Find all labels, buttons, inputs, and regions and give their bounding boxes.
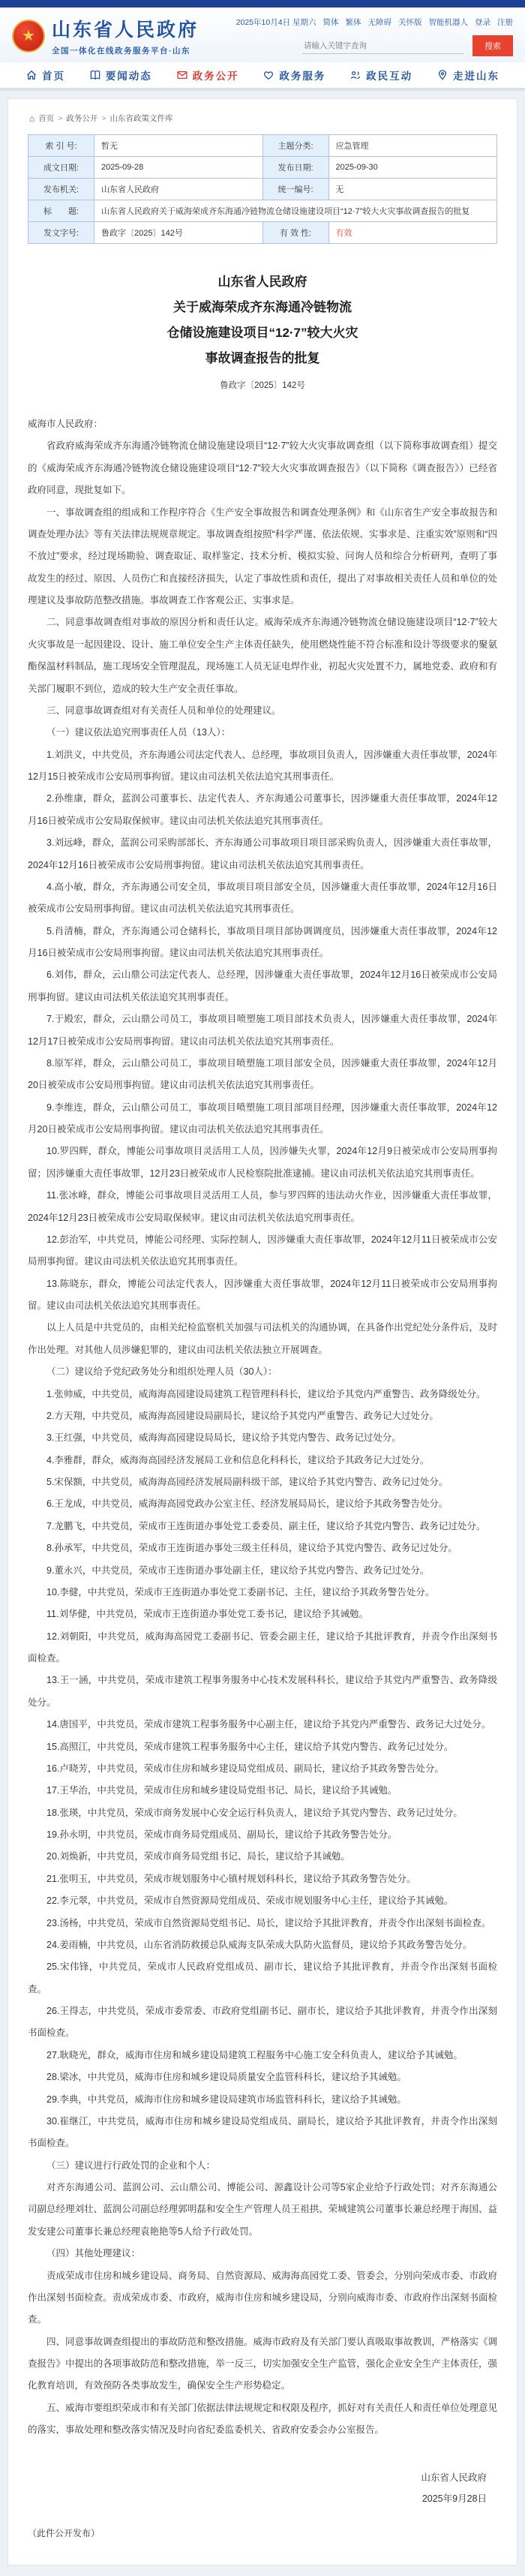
document-paragraph: 3.刘远峰，群众，蓝润公司采购部部长、齐东海通公司事故项目项目部采购负责人，因涉嫌重大责任事故罪，2024年12月16日被荣成市公安局刑事拘留。建议由司法机关依法追究其刑事责任。 — [28, 837, 497, 870]
document-paragraph: 1.张帅威，中共党员，威海海高园建设局建筑工程管理科科长，建议给予其党内严重警告、政务降级处分。 — [46, 1388, 486, 1399]
document-title-line: 山东省人民政府 — [218, 275, 308, 289]
meta-value: 2025-09-30 — [328, 157, 497, 179]
nav-label: 政务公开 — [192, 71, 239, 82]
nav-label: 政民互动 — [366, 71, 413, 82]
document-meta-table — [28, 134, 497, 244]
document-paragraph: 责成荣成市住房和城乡建设局、商务局、自然资源局、威海海高园党工委、管委会，分别向荣成市委、市政府作出深刻书面检查。责成荣成市委、市政府，威海市住房和城乡建设局，分别向威海市委、市政府作出深刻书面检查。 — [28, 2270, 497, 2325]
document-paragraph: 三、同意事故调查组对有关责任人员和单位的处理建议。 — [46, 705, 281, 716]
main-nav — [0, 62, 525, 91]
document-paragraph: 26.王得志，中共党员，荣成市委常委、市政府党组副书记、副市长，建议给予其批评教育，并责令作出深刻书面检查。 — [28, 2006, 497, 2039]
site-header — [0, 8, 525, 62]
emblem-star-glyph: ★ — [22, 27, 35, 44]
meta-value: 鲁政字〔2025〕142号 — [94, 222, 263, 244]
meta-label: 主题分类: — [262, 135, 328, 157]
document-salutation: 威海市人民政府： — [28, 419, 104, 429]
meta-label: 索 引 号: — [28, 135, 94, 157]
document-paragraph: 15.高照江，中共党员，荣成市建筑工程事务服务中心主任，建议给予其党内警告、政务记过处分。 — [46, 1741, 454, 1752]
document-paragraph: 一、事故调查组的组成和工作程序符合《生产安全事故报告和调查处理条例》和《山东省生产安全事故报告和调查处理办法》等有关法律法规规章规定。事故调查组按照“科学严谨、依法依规、实事求是、注重实效”原则和“四不放过”要求，经过现场勘验、调查取证、取样鉴定、技术分析、模拟实验、问询人员和综合分析研判，查明了事故发生的经过、原因、人员伤亡和直接经济损失，认定了事故性质和责任，提出了对事故相关责任人员和单位的处理建议及事故防范整改措施。事故调查工作客观公正、实事求是。 — [28, 506, 497, 606]
document-paragraph: 7.龙鹏飞，中共党员，荣成市王连街道办事处党工委委员、副主任，建议给予其党内警告、政务记过处分。 — [46, 1520, 486, 1531]
document-paragraph: 22.李元翠，中共党员，荣成市自然资源局党组成员、荣成市规划服务中心主任，建议给予其诫勉。 — [46, 1895, 454, 1907]
heart-icon — [262, 69, 274, 81]
signature-org: 山东省人民政府 — [421, 2472, 487, 2483]
meta-label: 发布日期: — [262, 157, 328, 179]
document-paragraph: 25.宋伟锋，中共党员，荣成市人民政府党组成员、副市长，建议给予其批评教育，并责令作出深刻书面检查。 — [28, 1961, 497, 1994]
document-paragraph: 24.姜雨楠，中共党员，山东省消防救援总队威海支队荣成大队防火监督员，建议给予其政务警告处分。 — [46, 1939, 472, 1950]
document-paragraph: 19.孙永明，中共党员，荣成市商务局党组成员、副局长，建议给予其政务警告处分。 — [46, 1829, 398, 1840]
link-traditional[interactable]: 繁体 — [345, 18, 362, 27]
document-paragraph: 8.原军祥，群众，云山鼎公司员工，事故项目喷塑施工项目部安全员，因涉嫌重大责任事故罪，2024年12月20日被荣成市公安局刑事拘留。建议由司法机关依法追究其刑事责任。 — [28, 1057, 497, 1091]
validity-status: 有效 — [328, 222, 497, 244]
breadcrumb-home-icon: ⌂ — [29, 113, 35, 124]
meta-label: 标 题: — [28, 200, 94, 222]
link-register[interactable]: 注册 — [497, 18, 513, 27]
document-title-line: 仓储设施建设项目“12·7”较大火灾 — [166, 326, 358, 340]
meta-label: 统一编号: — [262, 179, 328, 200]
mail-icon — [176, 69, 188, 81]
meta-value: 山东省人民政府 — [94, 179, 263, 200]
document-paragraph: 9.李维连，群众，云山鼎公司员工，事故项目喷塑施工项目部项目经理，因涉嫌重大责任事故罪，2024年12月20日被荣成市公安局刑事拘留。建议由司法机关依法追究其刑事责任。 — [28, 1102, 497, 1135]
people-icon — [350, 69, 362, 81]
document-signature — [28, 2467, 497, 2511]
document-paragraph: 6.刘伟，群众，云山鼎公司法定代表人、总经理，因涉嫌重大责任事故罪，2024年12月16日被荣成市公安局刑事拘留。建议由司法机关依法追究其刑事责任。 — [28, 969, 497, 1002]
document-paragraph: （二）建议给予党纪政务处分和组织处理人员（30人）： — [46, 1366, 278, 1378]
document-paragraph: 5.肖清楠，群众，齐东海通公司仓储科长，事故项目项目部协调调度员，因涉嫌重大责任事故罪，2024年12月16日被荣成市公安局刑事拘留。建议由司法机关依法追究其刑事责任。 — [28, 925, 497, 958]
breadcrumb-item-home[interactable]: 首页 — [38, 114, 55, 123]
top-strip — [0, 0, 525, 8]
document-paragraph: （三）建议进行行政处罚的企业和个人： — [46, 2160, 216, 2171]
document-paragraph: 5.宋保额，中共党员，威海海高园经济发展局副科级干部，建议给予其党内警告、政务记过处分。 — [46, 1477, 448, 1487]
nav-label: 要闻动态 — [105, 71, 152, 82]
document-paragraph: 23.汤杨，中共党员，荣成市自然资源局党组书记、局长，建议给予其批评教育，并责令作出深刻书面检查。 — [46, 1917, 491, 1928]
document-paragraph: 8.孙承军，中共党员，荣成市王连街道办事处三级主任科员，建议给予其党内警告、政务记过处分。 — [46, 1543, 458, 1554]
nav-item-news[interactable] — [89, 68, 152, 83]
document-paragraphs — [28, 435, 497, 2441]
document-paragraph: 四、同意事故调查组提出的事故防范和整改措施。威海市政府及有关部门要认真吸取事故教训，严格落实《调查报告》中提出的各项事故防范和整改措施，举一反三，切实加强安全生产监管，强化企业安全生产主体责任，强化教育培训，有效预防各类事故发生，确保安全生产形势稳定。 — [28, 2336, 497, 2391]
meta-value: 暂无 — [94, 135, 263, 157]
link-simplified[interactable]: 简体 — [322, 18, 339, 27]
document-paragraph: 13.王一涵，中共党员，荣成市建筑工程事务服务中心技术发展科科长，建议给予其党内严重警告、政务降级处分。 — [28, 1675, 497, 1708]
document-paragraph: 1.刘洪义，中共党员，齐东海通公司法定代表人、总经理，事故项目负责人，因涉嫌重大责任事故罪，2024年12月15日被荣成市公安局刑事拘留。建议由司法机关依法追究其刑事责任。 — [28, 749, 497, 782]
map-pin-icon — [436, 69, 448, 81]
link-accessibility[interactable]: 无障碍 — [368, 18, 392, 27]
search-input[interactable] — [302, 38, 464, 54]
nav-item-home[interactable] — [26, 68, 65, 83]
meta-value: 无 — [328, 179, 497, 200]
document-paragraph: 17.王华治，中共党员，荣成市住房和城乡建设局党组书记、局长，建议给予其诫勉。 — [46, 1785, 398, 1796]
document-paragraph: 10.罗四辉，群众，博能公司事故项目灵活用工人员，因涉嫌失火罪，2024年12月9日被荣成市公安局刑事拘留；因涉嫌重大责任事故罪，12月23日被荣成市人民检察院批准逮捕。建议由司法机关依法追究其刑事责任。 — [28, 1146, 497, 1179]
nav-item-interaction[interactable] — [350, 68, 412, 83]
nav-item-about-shandong[interactable] — [436, 68, 500, 83]
document-paragraph: 7.于殿宏，群众，云山鼎公司员工，事故项目喷塑施工项目部技术负责人，因涉嫌重大责任事故罪，2024年12月17日被荣成市公安局刑事拘留。建议由司法机关依法追究其刑事责任。 — [28, 1014, 497, 1047]
document-paragraph: 13.陈晓东，群众，博能公司法定代表人，因涉嫌重大责任事故罪，2024年12月11日被荣成市公安局刑事拘留。建议由司法机关依法追究其刑事责任。 — [28, 1278, 497, 1311]
breadcrumb-separator: > — [101, 113, 106, 123]
document-paragraph: 20.刘焕新，中共党员，荣成市商务局党组书记、局长，建议给予其诫勉。 — [46, 1851, 350, 1862]
meta-value: 应急管理 — [328, 135, 497, 157]
document-paragraph: 4.高小敏，群众，齐东海通公司安全员，事故项目项目部安全员，因涉嫌重大责任事故罪，2024年12月16日被荣成市公安局刑事拘留。建议由司法机关依法追究其刑事责任。 — [28, 881, 497, 915]
document-paragraph: 6.王龙成，中共党员，威海海高园党政办公室主任、经济发展局局长，建议给予其政务警告处分。 — [46, 1498, 448, 1510]
nav-item-gov-info[interactable] — [176, 68, 239, 83]
document-paragraph: 12.刘朝阳，中共党员，威海海高园党工委副书记、管委会副主任，建议给予其批评教育，并责令作出深刻书面检查。 — [28, 1631, 497, 1664]
content-card — [8, 98, 518, 2565]
document-paragraph: 29.李典，中共党员，威海市住房和城乡建设局建筑市场监管科科长，建议给予其诫勉。 — [46, 2094, 406, 2105]
document-paragraph: 4.李雅群，群众，威海海高园经济发展局工业和信息化科科长，建议给予其政务记大过处分。 — [46, 1454, 430, 1465]
document-paragraph: 以上人员是中共党员的，由相关纪检监察机关加强与司法机关的沟通协调，在具备作出党纪处分条件后，及时作出处理。对其他人员涉嫌犯罪的，建议由司法机关依法独立开展调查。 — [28, 1322, 497, 1355]
search-button[interactable]: 搜索 — [472, 35, 513, 56]
link-login[interactable]: 登录 — [475, 18, 490, 27]
document-paragraph: 30.崔继江，中共党员，威海市住房和城乡建设局党组成员、副局长，建议给予其批评教育，并责令作出深刻书面检查。 — [28, 2115, 497, 2149]
document-title-line: 关于威海荣成齐东海通冷链物流 — [173, 300, 352, 314]
header-utility-links — [236, 17, 513, 28]
link-robot[interactable]: 智能机器人 — [428, 18, 468, 27]
document-paragraph: 18.张瑛，中共党员，荣成市商务发展中心安全运行科负责人，建议给予其党内警告、政务记过处分。 — [46, 1807, 463, 1818]
document-paragraph: （四）其他处理建议： — [46, 2248, 141, 2259]
document-paragraph: 五、威海市要组织荣成市和有关部门依据法律法规规定和权限及程序，抓好对有关责任人和责任单位处理意见的落实，事故处理和整改落实情况及时向省纪委监委机关、省政府安委会办公室报告。 — [28, 2402, 497, 2436]
meta-label: 发布机关: — [28, 179, 94, 200]
document-paragraph: 16.卢晓芳，中共党员，荣成市住房和城乡建设局党组成员、副局长，建议给予其政务警告处分。 — [46, 1763, 444, 1774]
page-body — [0, 91, 525, 2576]
document-paragraph: 3.王红强，中共党员，威海海高园建设局局长，建议给予其党内警告、政务记过处分。 — [46, 1432, 401, 1444]
document-title-line: 事故调查报告的批复 — [205, 351, 320, 365]
document-paragraph: 21.张明玉，中共党员，荣成市规划服务中心镇村规划科科长，建议给予其政务警告处分。 — [46, 1873, 416, 1884]
document-paragraph: 2.方天翔，中共党员，威海海高园建设局副局长，建议给予其党内严重警告、政务记大过处分。 — [46, 1410, 439, 1421]
site-title: 山东省人民政府 — [52, 20, 200, 41]
breadcrumb-item-gov-info[interactable]: 政务公开 — [66, 114, 98, 123]
table-row — [28, 135, 497, 157]
breadcrumb — [29, 113, 497, 124]
document-body — [28, 413, 497, 2442]
document-title — [28, 269, 497, 371]
table-row — [28, 200, 497, 222]
document-paragraph: 对齐东海通公司、蓝润公司、云山鼎公司、博能公司、源鑫设计公司等5家企业给予行政处罚；对齐东海通公司副总经理刘壮、蓝润公司副总经理郭明磊和安全生产管理人员王祖拱、荣城建筑公司董事长兼总经理于海国、益发安建公司董事长兼总经理袁艳艳等5人给予行政处罚。 — [28, 2182, 497, 2237]
document-paragraph: 27.耿晓光，群众，威海市住房和城乡建设局建筑工程服务中心施工安全科负责人，建议给予其诫勉。 — [46, 2049, 463, 2060]
document-number: 鲁政字〔2025〕142号 — [220, 381, 305, 390]
document-paragraph: 2.孙维康，群众，蓝润公司董事长、法定代表人、齐东海通公司董事长，因涉嫌重大责任事故罪，2024年12月16日被荣成市公安局取保候审。建议由司法机关依法追究其刑事责任。 — [28, 793, 497, 826]
meta-label: 成文日期: — [28, 157, 94, 179]
meta-label: 发文字号: — [28, 222, 94, 244]
meta-label: 有 效 性: — [262, 222, 328, 244]
document-paragraph: 12.彭治军，中共党员，博能公司经理、实际控制人，因涉嫌重大责任事故罪，2024年12月11日被荣成市公安局刑事拘留。建议由司法机关依法追究其刑事责任。 — [28, 1234, 497, 1267]
document-paragraph: 10.李健，中共党员，荣成市王连街道办事处党工委副书记、主任，建议给予其政务警告处分。 — [46, 1586, 435, 1598]
site-brand[interactable] — [12, 15, 199, 56]
meta-value: 2025-09-28 — [94, 157, 263, 179]
signature-date: 2025年9月28日 — [422, 2493, 487, 2505]
national-emblem-icon — [12, 20, 45, 53]
book-icon — [89, 69, 101, 81]
publish-note: （此件公开发布） — [28, 2528, 100, 2538]
document-paragraph: 11.刘华健，中共党员，荣成市王连街道办事处党工委书记，建议给予其诫勉。 — [46, 1609, 368, 1620]
home-icon — [26, 69, 38, 81]
nav-label: 首页 — [42, 71, 65, 82]
site-subtitle: 全国一体化在线政务服务平台·山东 — [52, 47, 190, 56]
document-paragraph: （一）建议依法追究刑事责任人员（13人）： — [46, 727, 231, 738]
document-paragraph: 28.梁冰，中共党员，威海市住房和城乡建设局质量安全监管科科长，建议给予其诫勉。 — [46, 2072, 406, 2083]
document-paragraph: 14.唐国平，中共党员，荣成市建筑工程事务服务中心副主任，建议给予其党内严重警告、政务记大过处分。 — [46, 1719, 491, 1730]
table-row — [28, 222, 497, 244]
nav-label: 走进山东 — [452, 71, 500, 82]
document-paragraph: 11.张冰峰，群众，博能公司事故项目灵活用工人员，参与罗四辉的违法动火作业，因涉嫌重大责任事故罪，2024年12月23日被荣成市公安局取保候审。建议由司法机关依法追究刑事责任。 — [28, 1190, 497, 1223]
nav-item-gov-services[interactable] — [262, 68, 326, 83]
breadcrumb-separator: > — [58, 113, 63, 123]
link-care-version[interactable]: 关怀版 — [398, 18, 422, 27]
table-row — [28, 179, 497, 200]
document-paragraph: 省政府威海荣成齐东海通冷链物流仓储设施建设项目“12·7”较大火灾事故调查组（以下简称事故调查组）提交的《威海荣成齐东海通冷链物流仓储设施建设项目“12·7”较大火灾事故调查报告》（以下简称《调查报告》）已经省政府同意，现批复如下。 — [28, 440, 497, 496]
document-paragraph: 9.董永兴，中共党员，荣成市王连街道办事处副主任，建议给予其党内警告、政务记过处分。 — [46, 1565, 430, 1576]
header-date: 2025年10月4日 星期六 — [236, 18, 316, 27]
search-bar — [302, 35, 513, 56]
nav-label: 政务服务 — [279, 71, 326, 82]
document-paragraph: 二、同意事故调查组对事故的原因分析和责任认定。威海荣成齐东海通冷链物流仓储设施建设项目“12·7”较大火灾事故是一起因建设、设计、施工单位安全生产主体责任缺失，使用燃烧性能不符合标准和设计等级要求的聚氨酯保温材料制品，施工现场安全管理混乱，现场施工人员无证电焊作业，初起火灾处置不力，属地党委、政府和有关部门履职不到位，造成的较大生产安全责任事故。 — [28, 617, 497, 694]
meta-value-title: 山东省人民政府关于威海荣成齐东海通冷链物流仓储设施建设项目“12·7”较大火灾事故调查报告的批复 — [94, 200, 497, 222]
breadcrumb-item-policy-library[interactable]: 山东省政策文件库 — [110, 114, 173, 123]
table-row — [28, 157, 497, 179]
